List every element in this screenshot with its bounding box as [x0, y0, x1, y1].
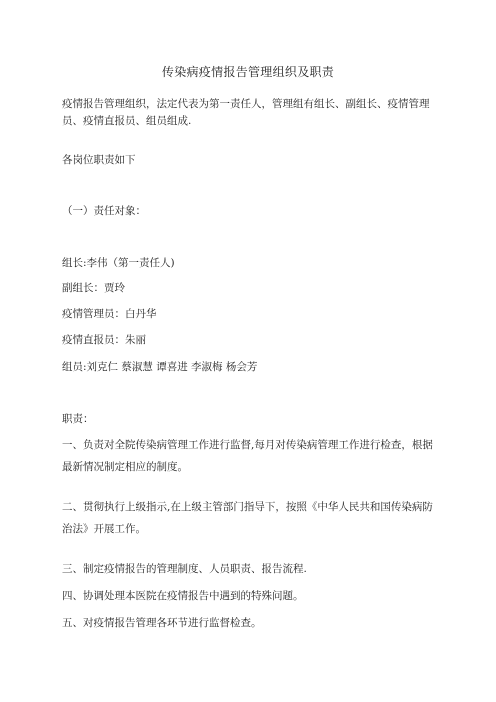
member-staff: 组员:刘克仁 蔡淑慧 谭喜进 李淑梅 杨会芳: [62, 361, 258, 373]
duties-heading: 各岗位职责如下: [62, 154, 136, 166]
document-title: 传染病疫情报告管理组织及职责: [161, 65, 335, 79]
responsibility-item: 一、负责对全院传染病管理工作进行监督,每月对传染病管理工作进行检查，根据最新情况制定相应的制度。: [62, 439, 433, 473]
responsibility-item: 二、贯彻执行上级指示,在上级主管部门指导下，按照《中华人民共和国传染病防治法》开展工作。: [62, 501, 433, 535]
member-deputy: 副组长：贾玲: [62, 282, 125, 294]
member-reporter: 疫情直报员：朱丽: [62, 334, 146, 346]
responsibility-item: 四、协调处理本医院在疫情报告中遇到的特殊问题。: [62, 590, 304, 602]
responsibilities-label: 职责：: [62, 413, 94, 425]
intro-paragraph: 疫情报告管理组织，法定代表为第一责任人，管理组有组长、副组长、疫情管理员、疫情直报员、组员组成.: [62, 98, 430, 127]
member-leader: 组长:李伟（第一责任人): [62, 257, 175, 269]
responsibility-item: 五、对疫情报告管理各环节进行监督检查。: [62, 617, 262, 629]
section-one-heading: （一）责任对象：: [62, 205, 146, 217]
member-manager: 疫情管理员：白丹华: [62, 308, 157, 320]
responsibility-item: 三、制定疫情报告的管理制度、人员职责、报告流程.: [62, 563, 307, 575]
